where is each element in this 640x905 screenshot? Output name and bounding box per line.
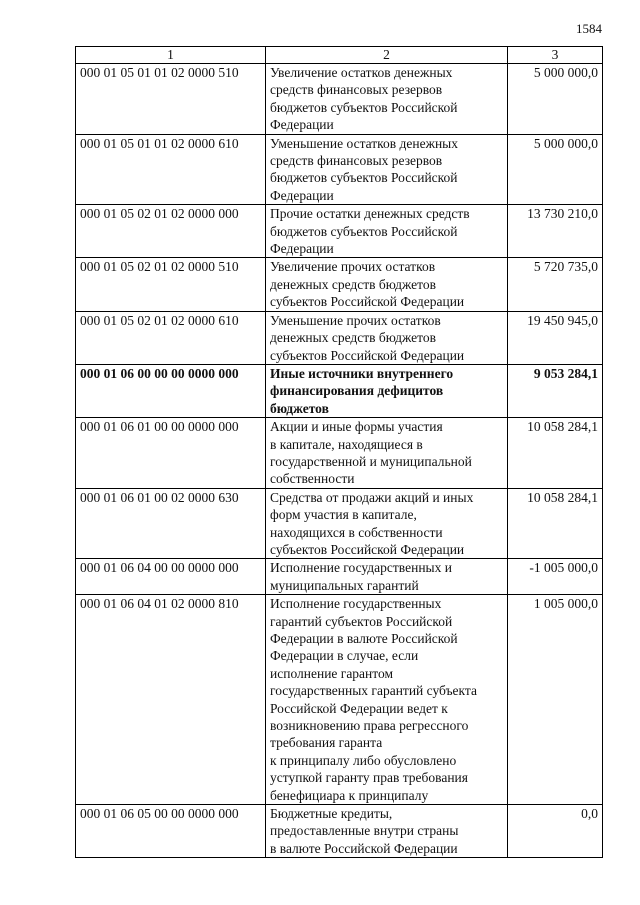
table-row: [76, 559, 603, 595]
budget-code-cell: 000 01 06 04 00 00 0000 000: [76, 559, 266, 595]
item-name-line: форм участия в капитале,: [270, 507, 417, 523]
table-row: [76, 418, 603, 489]
budget-code-cell: 000 01 06 01 00 02 0000 630: [76, 488, 266, 559]
item-name-line: Увеличение прочих остатков: [270, 259, 436, 275]
table-row: [76, 205, 603, 258]
item-name-line: в капитале, находящиеся в: [270, 436, 423, 452]
item-name-line: гарантий субъектов Российской: [270, 613, 453, 629]
amount-cell: 9 053 284,1: [508, 364, 603, 417]
table-row: [76, 311, 603, 364]
amount-cell: 0,0: [508, 805, 603, 858]
item-name-line: Бюджетные кредиты,: [270, 806, 393, 822]
budget-code-cell: 000 01 06 00 00 00 0000 000: [76, 364, 266, 417]
item-name-line: бюджетов субъектов Российской: [270, 170, 458, 186]
amount-cell: -1 005 000,0: [508, 559, 603, 595]
item-name-line: государственных гарантий субъекта: [270, 683, 477, 699]
item-name-line: бюджетов субъектов Российской: [270, 223, 458, 239]
amount-cell: 5 000 000,0: [508, 134, 603, 205]
column-header-1: 1: [76, 47, 266, 64]
amount-cell: 5 000 000,0: [508, 64, 603, 135]
table-row: [76, 64, 603, 135]
table-row: [76, 258, 603, 311]
budget-code-cell: 000 01 05 01 01 02 0000 610: [76, 134, 266, 205]
budget-code-cell: 000 01 05 02 01 02 0000 610: [76, 311, 266, 364]
item-name-line: Увеличение остатков денежных: [270, 65, 453, 80]
item-name-cell: [266, 595, 508, 805]
item-name-line: субъектов Российской Федерации: [270, 347, 465, 363]
table-row: [76, 134, 603, 205]
item-name-cell: [266, 205, 508, 258]
item-name-line: Федерации: [270, 117, 334, 133]
item-name-line: Федерации в валюте Российской: [270, 631, 458, 646]
item-name-line: собственности: [270, 471, 355, 487]
item-name-cell: [266, 311, 508, 364]
amount-cell: 19 450 945,0: [508, 311, 603, 364]
item-name-cell: [266, 364, 508, 417]
item-name-line: находящихся в собственности: [270, 524, 443, 540]
column-header-3: 3: [508, 47, 603, 64]
table-header-row: [76, 47, 603, 64]
item-name-line: Федерации: [270, 241, 334, 257]
item-name-line: средств финансовых резервов: [270, 153, 443, 169]
item-name-cell: [266, 134, 508, 205]
item-name-line: к принципалу либо обусловлено: [270, 752, 457, 768]
item-name-line: средств финансовых резервов: [270, 82, 443, 98]
item-name-line: Уменьшение прочих остатков: [270, 312, 441, 328]
item-name-line: Исполнение государственных и: [270, 560, 452, 576]
budget-code-cell: 000 01 06 04 01 02 0000 810: [76, 595, 266, 805]
item-name-cell: [266, 559, 508, 595]
table-row: [76, 595, 603, 805]
item-name-line: государственной и муниципальной: [270, 453, 472, 469]
item-name-line: денежных средств бюджетов: [270, 330, 437, 346]
item-name-line: исполнение гарантом: [270, 665, 394, 681]
amount-cell: 10 058 284,1: [508, 418, 603, 489]
item-name-line: Федерации в случае, если: [270, 648, 419, 664]
budget-code-cell: 000 01 06 01 00 00 0000 000: [76, 418, 266, 489]
table-body: [76, 64, 603, 858]
item-name-line: требования гаранта: [270, 735, 383, 751]
column-header-2: 2: [266, 47, 508, 64]
item-name-line: бюджетов субъектов Российской: [270, 99, 458, 115]
item-name-line: Иные источники внутреннего: [270, 365, 454, 381]
item-name-line: в валюте Российской Федерации: [270, 840, 458, 856]
item-name-line: Уменьшение остатков денежных: [270, 135, 458, 151]
item-name-line: бюджетов: [270, 400, 329, 416]
item-name-cell: [266, 805, 508, 858]
budget-sources-table: [75, 46, 603, 858]
item-name-line: Акции и иные формы участия: [270, 419, 443, 435]
item-name-cell: [266, 258, 508, 311]
table-row: [76, 364, 603, 417]
item-name-line: бенефициара к принципалу: [270, 787, 429, 803]
item-name-line: уступкой гаранту прав требования: [270, 770, 468, 786]
item-name-cell: [266, 418, 508, 489]
amount-cell: 5 720 735,0: [508, 258, 603, 311]
budget-code-cell: 000 01 05 01 01 02 0000 510: [76, 64, 266, 135]
item-name-line: Средства от продажи акций и иных: [270, 489, 474, 505]
budget-code-cell: 000 01 05 02 01 02 0000 510: [76, 258, 266, 311]
amount-cell: 13 730 210,0: [508, 205, 603, 258]
item-name-line: денежных средств бюджетов: [270, 276, 437, 292]
item-name-line: Российской Федерации ведет к: [270, 700, 448, 716]
budget-code-cell: 000 01 05 02 01 02 0000 000: [76, 205, 266, 258]
item-name-line: возникновению права регрессного: [270, 718, 469, 734]
item-name-line: финансирования дефицитов: [270, 383, 444, 399]
item-name-cell: [266, 488, 508, 559]
item-name-line: субъектов Российской Федерации: [270, 294, 465, 310]
amount-cell: 10 058 284,1: [508, 488, 603, 559]
item-name-cell: [266, 64, 508, 135]
amount-cell: 1 005 000,0: [508, 595, 603, 805]
item-name-line: Федерации: [270, 187, 334, 203]
table-row: [76, 805, 603, 858]
table-row: [76, 488, 603, 559]
item-name-line: предоставленные внутри страны: [270, 823, 459, 839]
item-name-line: Исполнение государственных: [270, 596, 442, 612]
page-number: 1584: [576, 21, 602, 36]
item-name-line: муниципальных гарантий: [270, 577, 419, 593]
budget-code-cell: 000 01 06 05 00 00 0000 000: [76, 805, 266, 858]
item-name-line: субъектов Российской Федерации: [270, 541, 465, 557]
item-name-line: Прочие остатки денежных средств: [270, 206, 470, 222]
